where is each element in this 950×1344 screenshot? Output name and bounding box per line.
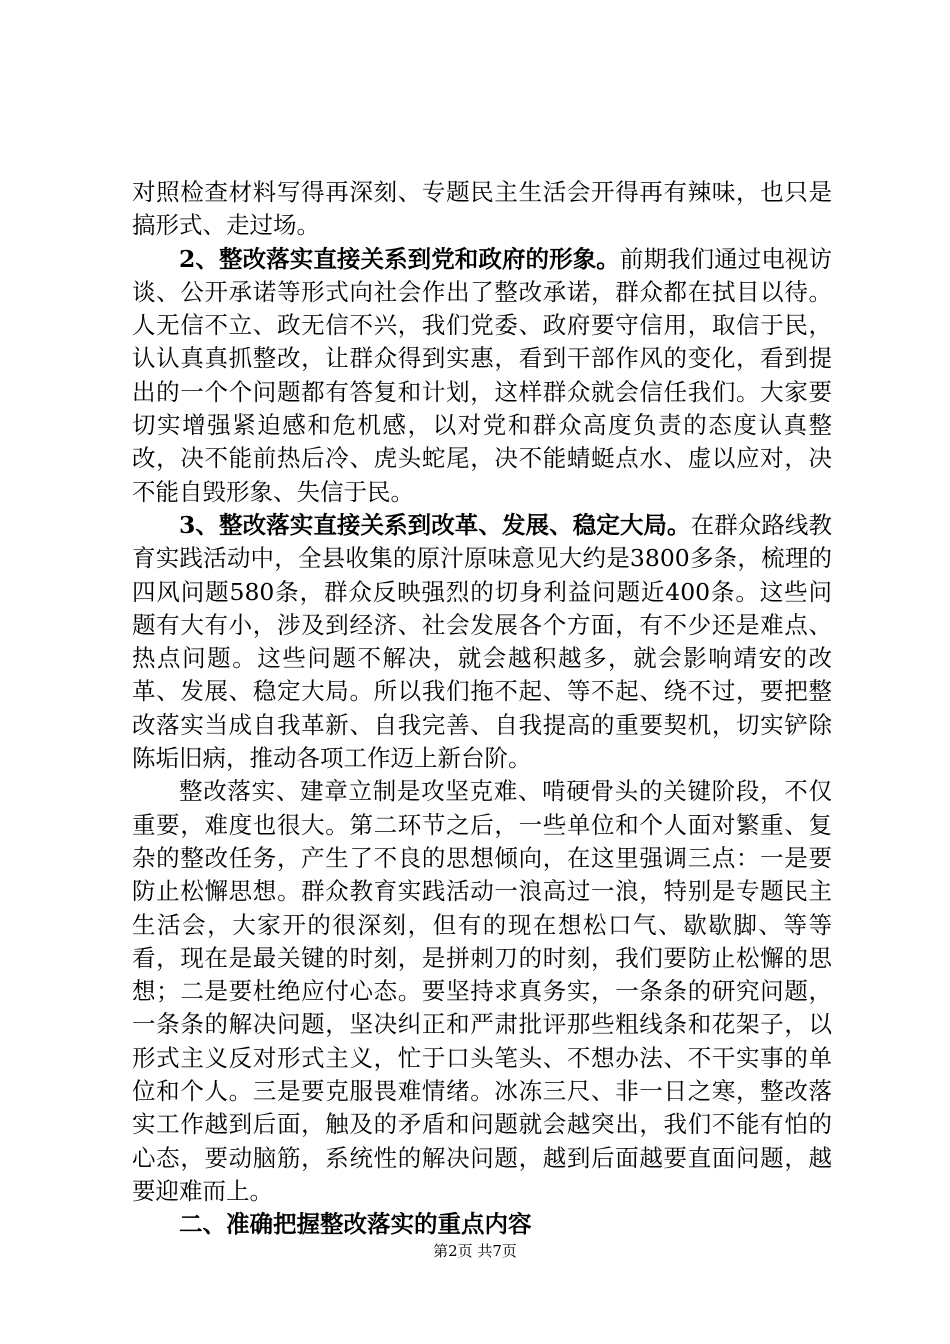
paragraph-summary: 整改落实、建章立制是攻坚克难、啃硬骨头的关键阶段，不仅重要，难度也很大。第二环节之后，一些单位和个人面对繁重、复杂的整改任务，产生了不良的思想倾向，在这里强调三点：一是要防止松懈思想。群众教育实践活动一浪高过一浪，特别是专题民主生活会，大家开的很深刻，但有的现在想松口气、歇歇脚、等等看，现在是最关键的时刻，是拼刺刀的时刻，我们要防止松懈的思想；二是要杜绝应付心态。要坚持求真务实，一条条的研究问题，一条条的解决问题，坚决纠正和严肃批评那些粗线条和花架子，以形式主义反对形式主义，忙于口头笔头、不想办法、不干实事的单位和个人。三是要克服畏难情绪。冰冻三尺、非一日之寒，整改落实工作越到后面，触及的矛盾和问题就会越突出，我们不能有怕的心态，要动脑筋，系统性的解决问题，越到后面越要直面问题，越要迎难而上。 (132, 777, 832, 1205)
document-body (132, 176, 832, 1242)
paragraph-point-2 (132, 243, 832, 509)
paragraph-continuation: 对照检查材料写得再深刻、专题民主生活会开得再有辣味，也只是搞形式、走过场。 (132, 178, 832, 240)
point-3-body: 在群众路线教育实践活动中，全县收集的原汁原味意见大约是3800多条，梳理的四风问题580条，群众反映强烈的切身利益问题近400条。这些问题有大有小，涉及到经济、社会发展各个方面，有不少还是难点、热点问题。这些问题不解决，就会越积越多，就会影响靖安的改革、发展、稳定大局。所以我们拖不起、等不起、绕不过，要把整改落实当成自我革新、自我完善、自我提高的重要契机，切实铲除陈垢旧病，推动各项工作迈上新台阶。 (132, 510, 833, 773)
point-2-body: 前期我们通过电视访谈、公开承诺等形式向社会作出了整改承诺，群众都在拭目以待。人无信不立、政无信不兴，我们党委、政府要守信用，取信于民，认认真真抓整改，让群众得到实惠，看到干部作风的变化，看到提出的一个个问题都有答复和计划，这样群众就会信任我们。大家要切实增强紧迫感和危机感，以对党和群众高度负责的态度认真整改，决不能前热后冷、虎头蛇尾，决不能蜻蜓点水、虚以应对，决不能自毁形象、失信于民。 (132, 244, 832, 506)
point-3-heading: 3、整改落实直接关系到改革、发展、稳定大局。 (179, 510, 691, 539)
page-number-footer: 第2页 共7页 (433, 1242, 517, 1260)
section-heading: 二、准确把握整改落实的重点内容 (179, 1210, 532, 1239)
point-2-heading: 2、整改落实直接关系到党和政府的形象。 (179, 244, 620, 273)
paragraph-point-3 (132, 509, 832, 775)
